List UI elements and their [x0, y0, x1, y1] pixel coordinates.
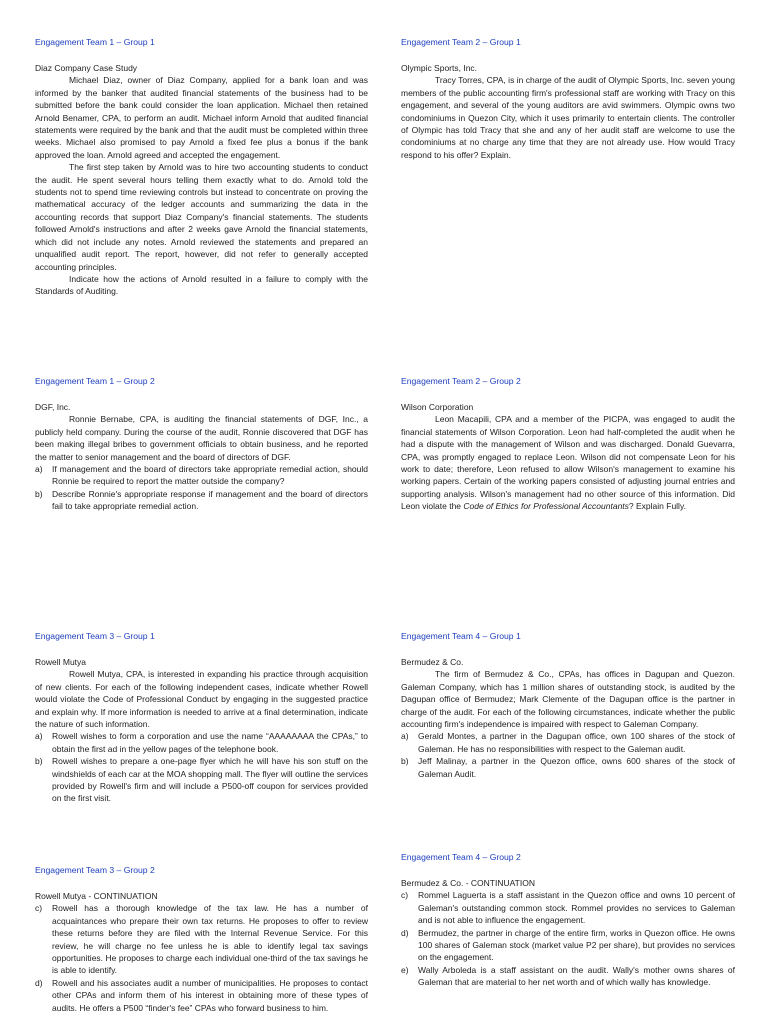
item-label: d) — [35, 977, 43, 988]
case-title: Rowell Mutya — [35, 657, 87, 667]
case-title: Wilson Corporation — [401, 402, 474, 412]
item-text: Rommel Laguerta is a staff assistant in the Quezon office and owns 10 percent of Galeman's outstanding common stock. Rommel provides no services to Galeman and is not able to influence the engagement. — [418, 890, 735, 926]
question-list — [401, 889, 735, 988]
case-team2-group2 — [401, 375, 735, 513]
case-title: Bermudez & Co. - CONTINUATION — [401, 878, 535, 888]
question-list — [35, 463, 368, 513]
team-heading: Engagement Team 1 – Group 2 — [35, 376, 155, 386]
case-team1-group2 — [35, 375, 368, 513]
item-label: a) — [35, 731, 43, 742]
team-heading: Engagement Team 2 – Group 1 — [401, 37, 521, 47]
case-paragraph: Indicate how the actions of Arnold resulted in a failure to comply with the Standards of Auditing. — [35, 273, 368, 297]
team-heading: Engagement Team 3 – Group 2 — [35, 865, 155, 875]
list-item — [35, 488, 368, 513]
item-label: c) — [35, 903, 43, 914]
question-list — [35, 730, 368, 804]
list-item — [35, 902, 368, 976]
item-label: d) — [401, 927, 409, 938]
team-heading: Engagement Team 3 – Group 1 — [35, 631, 155, 641]
item-label: e) — [401, 964, 409, 975]
paragraph-text-end: ? Explain Fully. — [628, 501, 686, 512]
item-label: a) — [35, 464, 43, 475]
item-label: c) — [401, 890, 409, 901]
case-title: DGF, Inc. — [35, 402, 71, 412]
list-item — [35, 730, 368, 755]
item-label: b) — [35, 756, 43, 767]
list-item — [401, 755, 735, 780]
item-label: b) — [401, 756, 409, 767]
case-team2-group1 — [401, 36, 735, 161]
list-item — [401, 927, 735, 964]
item-text: Rowell and his associates audit a number of municipalities. He proposes to contact other CPAs and inform them of his interest in obtaining more of these types of audits. He offers a P500 “finder's fee” CPAs who forward business to him. — [52, 977, 368, 1013]
question-list — [401, 730, 735, 780]
list-item — [35, 755, 368, 805]
case-paragraph: Ronnie Bernabe, CPA, is auditing the financial statements of DGF, Inc., a publicly held company. During the course of the audit, Ronnie discovered that DGF has been making illegal bribes to government officials to obtain business, and he reported the matter to senior management and the board of directors of DGF. — [35, 414, 368, 462]
item-text: Describe Ronnie's appropriate response if management and the board of directors fail to take appropriate remedial action. — [52, 488, 368, 512]
case-paragraph: The first step taken by Arnold was to hire two accounting students to conduct the audit. He spent several hours telling them exactly what to do. Arnold told the students not to spend time reviewing controls but instead to concentrate on proving the mathematical accuracy of the ledger accounts and summarizing the data in the accounting records that support Diaz Company's financial statements. The students followed Arnold's instructions and after 2 weeks gave Arnold the financial statements, which did not include any notes. Arnold reviewed the statements and prepared an unqualified audit report. The report, however, did not refer to generally accepted accounting principles. — [35, 162, 368, 272]
case-team1-group1 — [35, 36, 368, 298]
case-paragraph — [401, 413, 735, 512]
question-list — [35, 902, 368, 1014]
item-text: Rowell wishes to prepare a one-page flyer which he will have his son stuff on the windshields of each car at the MOA shopping mall. The flyer will outline the services provided by Rowell's firm and will include a P500-off coupon for services provided on the first visit. — [52, 756, 368, 804]
item-text: Jeff Malinay, a partner in the Quezon office, owns 600 shares of the stock of Galeman Audit. — [418, 756, 735, 779]
item-text: Rowell wishes to form a corporation and use the name “AAAAAAAA the CPAs,” to obtain the first ad in the yellow pages of the telephone book. — [52, 731, 368, 754]
case-paragraph: Tracy Torres, CPA, is in charge of the audit of Olympic Sports, Inc. seven young members of the public accounting firm's professional staff are working with Tracy on this engagement, and several of the young auditors are avid swimmers. Olympic owns two condominiums in Quezon City, which it uses primarily to entertain clients. The controller of Olympic has told Tracy that she and any of her audit staff are welcome to use the condominiums at no charge any time that they are not already use. How would Tracy respond to his offer? Explain. — [401, 75, 735, 160]
list-item — [35, 977, 368, 1014]
case-title: Diaz Company Case Study — [35, 63, 138, 73]
case-team4-group1 — [401, 630, 735, 780]
list-item — [401, 730, 735, 755]
team-heading: Engagement Team 4 – Group 1 — [401, 631, 521, 641]
item-text: Gerald Montes, a partner in the Dagupan office, own 100 shares of the stock of Galeman. He has no responsibilities with respect to the Galeman audit. — [418, 731, 735, 754]
case-paragraph: The firm of Bermudez & Co., CPAs, has offices in Dagupan and Quezon. Galeman Company, which has 1 million shares of outstanding stock, is audited by the Dagupan office of Bermudez; Mark Clemente of the Dagupan office is the partner in charge of the audit. For each of the following circumstances, indicate whether the public accounting firm's independence is impaired with respect to Galeman Company. — [401, 669, 735, 730]
case-title: Bermudez & Co. — [401, 657, 464, 667]
case-paragraph: Rowell Mutya, CPA, is interested in expanding his practice through acquisition of new clients. For each of the following independent cases, indicate whether Rowell would violate the Code of Professional Conduct by engaging in the suggested practice and explain why. If more information is needed to arrive at a final determination, indicate the nature of such information. — [35, 669, 368, 730]
case-title: Rowell Mutya - CONTINUATION — [35, 891, 158, 901]
item-text: If management and the board of directors take appropriate remedial action, should Ronnie be required to report the matter outside the company? — [52, 464, 368, 487]
list-item — [401, 889, 735, 926]
team-heading: Engagement Team 4 – Group 2 — [401, 852, 521, 862]
team-heading: Engagement Team 2 – Group 2 — [401, 376, 521, 386]
case-paragraph: Michael Diaz, owner of Diaz Company, applied for a bank loan and was informed by the banker that audited financial statements of the business had to be submitted before the bank could consider the loan application. Michael then retained Arnold Benamer, CPA, to perform an audit. Michael inform Arnold that audited financial statements were required by the bank and that the audit must be completed within three weeks. Michael also promised to pay Arnold a fixed fee plus a bonus if the bank approved the loan. Arnold agreed and accepted the engagement. — [35, 75, 368, 160]
item-text: Rowell has a thorough knowledge of the tax law. He has a number of acquaintances who prepare their own tax returns. He proposes to offer to review these returns before they are filed with the Internal Revenue Service. For this review, he will charge no fee unless he is able to identify legal tax savings opportunities. He proposes to charge each individual one-third of the tax savings he is able to identify. — [52, 903, 368, 976]
item-text: Wally Arboleda is a staff assistant on the audit. Wally's mother owns shares of Galeman that are material to her net worth and of which wally has knowledge. — [418, 964, 735, 988]
list-item — [35, 463, 368, 488]
item-label: a) — [401, 731, 409, 742]
paragraph-text: Leon Macapili, CPA and a member of the PICPA, was engaged to audit the financial statements of Wilson Corporation. Leon had half-completed the audit when he had a dispute with the management of Wilson and was discharged. Donald Guevarra, CPA, was promptly engaged to replace Leon. Wilson did not compensate Leon for his work to date; therefore, Leon refused to allow Wilson's management to examine his working papers. Certain of the working papers consisted of adjusting journal entries and supporting analysis. Wilson's management had no other source of this information. Did Leon violate the — [401, 414, 735, 512]
team-heading: Engagement Team 1 – Group 1 — [35, 37, 155, 47]
case-team4-group2 — [401, 851, 735, 989]
item-text: Bermudez, the partner in charge of the entire firm, works in Quezon office. He owns 100 shares of Galeman stock (market value P2 per share), but provides no services on the engagement. — [418, 927, 735, 963]
item-label: b) — [35, 488, 43, 499]
list-item — [401, 964, 735, 989]
case-title: Olympic Sports, Inc. — [401, 63, 478, 73]
case-team3-group2 — [35, 864, 368, 1014]
case-team3-group1 — [35, 630, 368, 805]
code-of-ethics-title: Code of Ethics for Professional Accountants — [463, 501, 629, 512]
